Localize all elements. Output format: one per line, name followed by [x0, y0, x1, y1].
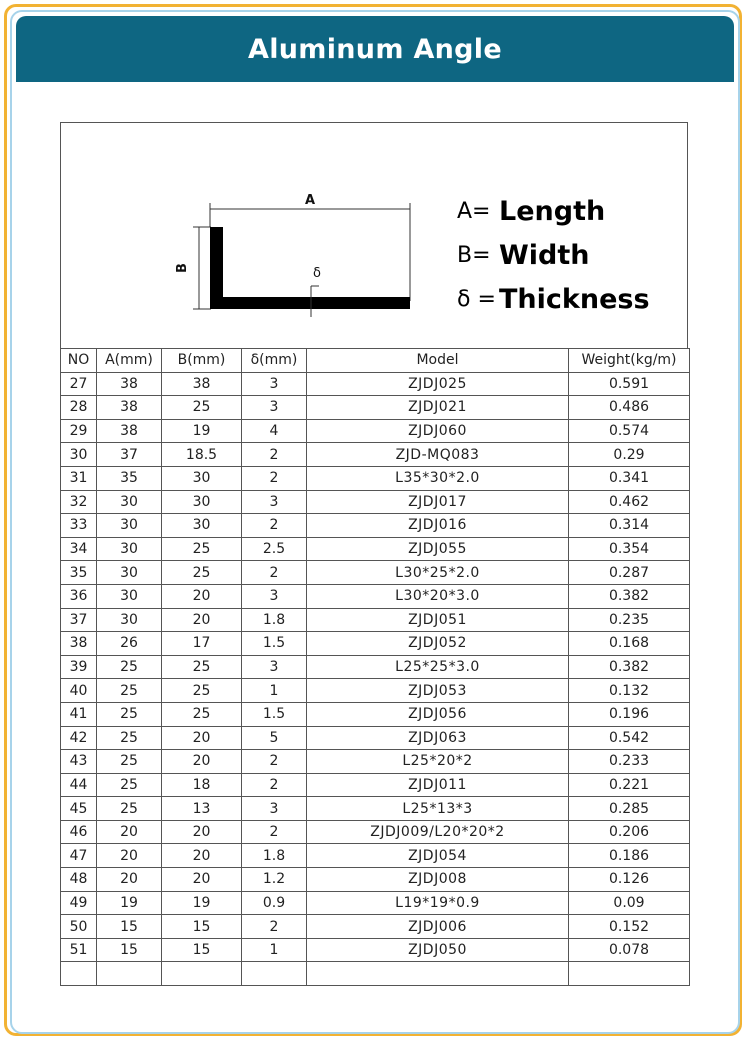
- angle-profile-shape: [210, 227, 410, 309]
- cell-a: 30: [97, 608, 162, 632]
- cell-a: 38: [97, 396, 162, 420]
- title-banner: [16, 16, 734, 82]
- cell-model: ZJDJ050: [307, 938, 569, 962]
- table-row: [61, 962, 690, 986]
- cell-a: 25: [97, 797, 162, 821]
- cell-b: 13: [162, 797, 242, 821]
- cell-model: L35*30*2.0: [307, 466, 569, 490]
- cell-a: 20: [97, 844, 162, 868]
- cell-b: 18: [162, 773, 242, 797]
- cell-model: ZJDJ025: [307, 372, 569, 396]
- table-row: [61, 750, 690, 774]
- table-row: [61, 820, 690, 844]
- cell-weight: 0.574: [569, 419, 690, 443]
- cell-model: ZJDJ055: [307, 537, 569, 561]
- cell-a: [97, 962, 162, 986]
- cell-model: ZJDJ021: [307, 396, 569, 420]
- cell-weight: 0.285: [569, 797, 690, 821]
- table-row: [61, 797, 690, 821]
- cell-thickness: 1.5: [242, 632, 307, 656]
- legend-word: Thickness: [499, 283, 650, 315]
- cell-weight: [569, 962, 690, 986]
- label-a: A: [304, 193, 316, 208]
- cell-weight: 0.168: [569, 632, 690, 656]
- table-row: [61, 466, 690, 490]
- cell-no: 28: [61, 396, 97, 420]
- cell-model: ZJD-MQ083: [307, 443, 569, 467]
- cell-thickness: 2: [242, 561, 307, 585]
- cell-thickness: 1: [242, 679, 307, 703]
- cell-no: 38: [61, 632, 97, 656]
- cell-no: 46: [61, 820, 97, 844]
- cell-weight: 0.354: [569, 537, 690, 561]
- cell-no: 29: [61, 419, 97, 443]
- cell-model: ZJDJ060: [307, 419, 569, 443]
- cell-no: 42: [61, 726, 97, 750]
- cell-model: L25*25*3.0: [307, 655, 569, 679]
- cell-thickness: 3: [242, 396, 307, 420]
- cell-no: 50: [61, 915, 97, 939]
- cell-no: 36: [61, 584, 97, 608]
- cell-no: 43: [61, 750, 97, 774]
- cell-model: ZJDJ009/L20*20*2: [307, 820, 569, 844]
- cell-model: L30*20*3.0: [307, 584, 569, 608]
- cell-no: 35: [61, 561, 97, 585]
- table-row: [61, 632, 690, 656]
- cell-b: 30: [162, 514, 242, 538]
- cell-no: 40: [61, 679, 97, 703]
- cell-b: 25: [162, 537, 242, 561]
- cell-weight: 0.314: [569, 514, 690, 538]
- cell-model: ZJDJ008: [307, 868, 569, 892]
- legend-row-length: [457, 189, 650, 233]
- cell-model: ZJDJ016: [307, 514, 569, 538]
- cell-no: 30: [61, 443, 97, 467]
- table-row: [61, 702, 690, 726]
- cell-weight: 0.078: [569, 938, 690, 962]
- label-b: B: [175, 263, 190, 273]
- table-row: [61, 372, 690, 396]
- cell-thickness: [242, 962, 307, 986]
- cell-b: 18.5: [162, 443, 242, 467]
- cell-no: 37: [61, 608, 97, 632]
- table-row: [61, 726, 690, 750]
- cell-thickness: 1.2: [242, 868, 307, 892]
- cell-a: 25: [97, 702, 162, 726]
- legend-row-width: [457, 233, 650, 277]
- cell-weight: 0.542: [569, 726, 690, 750]
- cell-weight: 0.09: [569, 891, 690, 915]
- cell-no: [61, 962, 97, 986]
- cell-a: 30: [97, 514, 162, 538]
- cell-model: ZJDJ063: [307, 726, 569, 750]
- cell-thickness: 2: [242, 915, 307, 939]
- cell-b: 20: [162, 584, 242, 608]
- legend-row-thickness: [457, 277, 650, 321]
- table-row: [61, 915, 690, 939]
- table-row: [61, 608, 690, 632]
- table-row: [61, 490, 690, 514]
- cell-b: 20: [162, 868, 242, 892]
- table-row: [61, 537, 690, 561]
- header-no: NO: [61, 349, 97, 373]
- cell-no: 51: [61, 938, 97, 962]
- cell-weight: 0.382: [569, 584, 690, 608]
- cell-no: 33: [61, 514, 97, 538]
- cell-weight: 0.235: [569, 608, 690, 632]
- cell-no: 32: [61, 490, 97, 514]
- cell-no: 41: [61, 702, 97, 726]
- cell-model: L25*20*2: [307, 750, 569, 774]
- cell-weight: 0.486: [569, 396, 690, 420]
- cell-thickness: 2: [242, 443, 307, 467]
- cell-thickness: 3: [242, 372, 307, 396]
- cell-a: 20: [97, 868, 162, 892]
- cell-a: 35: [97, 466, 162, 490]
- cell-b: 25: [162, 396, 242, 420]
- cell-model: ZJDJ011: [307, 773, 569, 797]
- cell-b: 15: [162, 915, 242, 939]
- table-row: [61, 396, 690, 420]
- cell-a: 15: [97, 938, 162, 962]
- cell-no: 34: [61, 537, 97, 561]
- cell-weight: 0.126: [569, 868, 690, 892]
- cell-model: ZJDJ006: [307, 915, 569, 939]
- cell-model: ZJDJ056: [307, 702, 569, 726]
- cell-model: ZJDJ051: [307, 608, 569, 632]
- table-row: [61, 561, 690, 585]
- cell-a: 37: [97, 443, 162, 467]
- angle-diagram: [60, 122, 688, 348]
- cell-a: 30: [97, 490, 162, 514]
- cell-model: [307, 962, 569, 986]
- legend-symbol: δ =: [457, 286, 496, 312]
- cell-weight: 0.221: [569, 773, 690, 797]
- cell-no: 49: [61, 891, 97, 915]
- cell-a: 20: [97, 820, 162, 844]
- header-b: B(mm): [162, 349, 242, 373]
- table-row: [61, 419, 690, 443]
- cell-a: 19: [97, 891, 162, 915]
- cell-no: 47: [61, 844, 97, 868]
- header-model: Model: [307, 349, 569, 373]
- dimension-legend: [457, 189, 650, 321]
- table-row: [61, 443, 690, 467]
- table-row: [61, 891, 690, 915]
- cell-model: L30*25*2.0: [307, 561, 569, 585]
- cell-a: 26: [97, 632, 162, 656]
- cell-b: 25: [162, 702, 242, 726]
- cell-weight: 0.186: [569, 844, 690, 868]
- cell-a: 25: [97, 726, 162, 750]
- cell-thickness: 2: [242, 750, 307, 774]
- cell-weight: 0.206: [569, 820, 690, 844]
- cell-thickness: 3: [242, 584, 307, 608]
- cell-no: 45: [61, 797, 97, 821]
- cell-thickness: 3: [242, 797, 307, 821]
- cell-weight: 0.591: [569, 372, 690, 396]
- label-thickness: δ: [313, 266, 321, 281]
- cell-b: 20: [162, 726, 242, 750]
- cell-thickness: 4: [242, 419, 307, 443]
- cell-model: L19*19*0.9: [307, 891, 569, 915]
- table-row: [61, 584, 690, 608]
- cell-thickness: 2.5: [242, 537, 307, 561]
- cell-model: L25*13*3: [307, 797, 569, 821]
- cell-thickness: 3: [242, 490, 307, 514]
- cell-model: ZJDJ053: [307, 679, 569, 703]
- cell-b: 19: [162, 891, 242, 915]
- cell-thickness: 2: [242, 466, 307, 490]
- cell-model: ZJDJ017: [307, 490, 569, 514]
- header-a: A(mm): [97, 349, 162, 373]
- cell-b: [162, 962, 242, 986]
- cell-thickness: 0.9: [242, 891, 307, 915]
- cell-b: 20: [162, 820, 242, 844]
- cell-b: 20: [162, 750, 242, 774]
- cell-b: 38: [162, 372, 242, 396]
- cell-a: 25: [97, 750, 162, 774]
- table-row: [61, 844, 690, 868]
- cell-thickness: 1.5: [242, 702, 307, 726]
- legend-symbol: A=: [457, 198, 491, 224]
- cell-a: 38: [97, 372, 162, 396]
- cell-model: ZJDJ054: [307, 844, 569, 868]
- cell-a: 38: [97, 419, 162, 443]
- cell-b: 19: [162, 419, 242, 443]
- cell-no: 44: [61, 773, 97, 797]
- cell-a: 25: [97, 773, 162, 797]
- cell-no: 39: [61, 655, 97, 679]
- legend-symbol: B=: [457, 242, 491, 268]
- cell-no: 27: [61, 372, 97, 396]
- legend-word: Width: [499, 239, 590, 271]
- cell-weight: 0.341: [569, 466, 690, 490]
- cell-weight: 0.233: [569, 750, 690, 774]
- legend-word: Length: [499, 195, 606, 227]
- table-row: [61, 773, 690, 797]
- cell-thickness: 1.8: [242, 844, 307, 868]
- cell-b: 25: [162, 561, 242, 585]
- spec-table: [60, 348, 690, 986]
- cell-a: 25: [97, 679, 162, 703]
- cell-b: 15: [162, 938, 242, 962]
- table-row: [61, 938, 690, 962]
- cell-a: 25: [97, 655, 162, 679]
- cell-a: 30: [97, 584, 162, 608]
- cell-thickness: 2: [242, 514, 307, 538]
- cell-a: 15: [97, 915, 162, 939]
- cell-thickness: 1: [242, 938, 307, 962]
- cell-model: ZJDJ052: [307, 632, 569, 656]
- cell-a: 30: [97, 561, 162, 585]
- cell-thickness: 3: [242, 655, 307, 679]
- header-weight: Weight(kg/m): [569, 349, 690, 373]
- cell-weight: 0.29: [569, 443, 690, 467]
- table-header-row: [61, 349, 690, 373]
- cell-b: 25: [162, 679, 242, 703]
- cell-b: 17: [162, 632, 242, 656]
- cell-thickness: 2: [242, 820, 307, 844]
- cell-thickness: 2: [242, 773, 307, 797]
- header-thickness: δ(mm): [242, 349, 307, 373]
- cell-weight: 0.382: [569, 655, 690, 679]
- cell-no: 48: [61, 868, 97, 892]
- table-row: [61, 679, 690, 703]
- cell-weight: 0.462: [569, 490, 690, 514]
- cell-b: 20: [162, 844, 242, 868]
- cell-weight: 0.287: [569, 561, 690, 585]
- cell-no: 31: [61, 466, 97, 490]
- table-body: [61, 372, 690, 985]
- cell-thickness: 5: [242, 726, 307, 750]
- table-row: [61, 655, 690, 679]
- cell-b: 30: [162, 490, 242, 514]
- cell-weight: 0.152: [569, 915, 690, 939]
- cell-thickness: 1.8: [242, 608, 307, 632]
- cell-b: 20: [162, 608, 242, 632]
- table-row: [61, 868, 690, 892]
- cell-weight: 0.132: [569, 679, 690, 703]
- cell-a: 30: [97, 537, 162, 561]
- table-row: [61, 514, 690, 538]
- cell-b: 25: [162, 655, 242, 679]
- cell-b: 30: [162, 466, 242, 490]
- page-title: Aluminum Angle: [248, 33, 502, 65]
- cell-weight: 0.196: [569, 702, 690, 726]
